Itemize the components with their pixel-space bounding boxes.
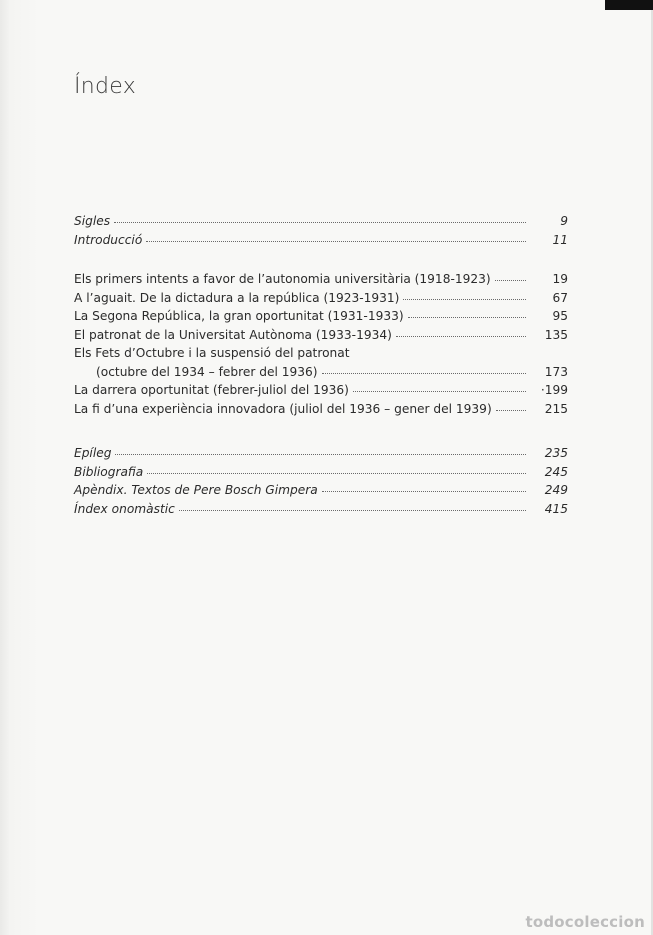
toc-entry-chapter-3	[74, 309, 568, 328]
toc-entry-page: 245	[544, 464, 568, 479]
dot-leader	[115, 454, 526, 455]
toc-group-chapters	[74, 272, 568, 420]
toc-entry-page: ·199	[540, 383, 568, 397]
dot-leader	[408, 317, 526, 318]
toc-entry-title: Els primers intents a favor de l’autonomia universitària (1918-1923)	[74, 272, 491, 286]
toc-entry-title: A l’aguait. De la dictadura a la república (1923-1931)	[74, 290, 400, 305]
dot-leader	[114, 222, 526, 223]
toc-entry-title: Bibliografia	[74, 464, 144, 479]
toc-entry-apendix	[74, 483, 568, 502]
toc-entry-page: 95	[552, 309, 568, 323]
toc-entry-page: 135	[544, 327, 568, 342]
toc-entry-page: 235	[544, 446, 568, 460]
toc-entry-page: 19	[552, 272, 568, 286]
toc-entry-title: (octubre del 1934 – febrer del 1936)	[96, 364, 318, 379]
toc-entry-title: Sigles	[74, 214, 111, 228]
toc-entry-chapter-4	[74, 328, 568, 347]
toc-entry-title: Apèndix. Textos de Pere Bosch Gimpera	[74, 483, 318, 497]
toc-entry-chapter-7	[74, 402, 568, 421]
toc-entry-title: Epíleg	[74, 446, 112, 460]
dot-leader	[495, 280, 526, 281]
dot-leader	[496, 410, 526, 411]
dot-leader	[322, 373, 526, 374]
toc-entry-title: La Segona República, la gran oportunitat (1931-1933)	[74, 309, 404, 323]
toc-entry-page: 11	[552, 232, 568, 247]
toc-entry-title: Índex onomàstic	[74, 501, 175, 516]
toc-entry-index-onomastic	[74, 502, 568, 521]
toc-entry-chapter-1	[74, 272, 568, 291]
toc-entry-chapter-5-title-line	[74, 346, 568, 365]
toc-entry-bibliografia	[74, 465, 568, 484]
toc-entry-page: 415	[544, 501, 568, 516]
toc-entry-chapter-5	[74, 365, 568, 384]
toc-entry-chapter-6	[74, 383, 568, 402]
dot-leader	[353, 391, 526, 392]
corner-mark	[605, 0, 653, 10]
dot-leader	[396, 336, 526, 337]
watermark: todocoleccion	[525, 913, 645, 931]
toc-entry-title: El patronat de la Universitat Autònoma (1933-1934)	[74, 327, 392, 342]
toc-entry-epileg	[74, 446, 568, 465]
dot-leader	[403, 299, 526, 300]
toc-entry-title: Introducció	[74, 232, 143, 247]
toc-entry-page: 9	[560, 214, 568, 228]
toc-entry-introduccio	[74, 233, 568, 252]
dot-leader	[179, 510, 526, 511]
toc-entry-sigles	[74, 214, 568, 233]
toc-entry-page: 173	[544, 364, 568, 379]
page-title: Índex	[74, 74, 137, 99]
dot-leader	[322, 491, 526, 492]
dot-leader	[147, 473, 526, 474]
dot-leader	[146, 241, 526, 242]
toc-group-front-matter	[74, 214, 568, 251]
toc-entry-title: La darrera oportunitat (febrer-juliol del 1936)	[74, 383, 349, 397]
toc-entry-page: 215	[544, 401, 568, 416]
toc-entry-page: 249	[544, 483, 568, 497]
toc-entry-page: 67	[552, 290, 568, 305]
toc-entry-title: Els Fets d’Octubre i la suspensió del patronat	[74, 346, 350, 360]
toc-group-back-matter	[74, 446, 568, 520]
toc-entry-chapter-2	[74, 291, 568, 310]
toc-entry-title: La fi d’una experiència innovadora (juliol del 1936 – gener del 1939)	[74, 401, 492, 416]
